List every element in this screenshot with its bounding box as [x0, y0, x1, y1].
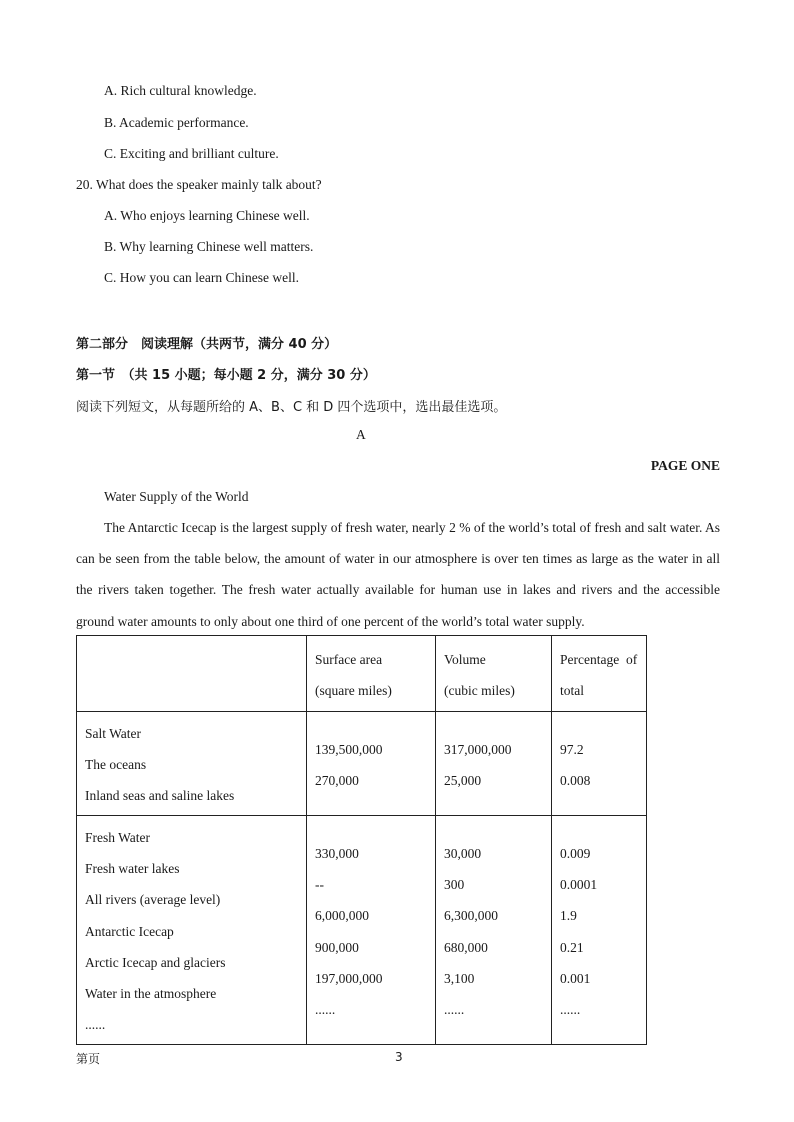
- q19-option-b: B. Academic performance.: [104, 115, 249, 130]
- q20-question: 20. What does the speaker mainly talk about?: [76, 177, 322, 192]
- salt-water-percent: 97.2 0.008: [552, 712, 647, 816]
- fresh-water-volume: 30,000 300 6,300,000 680,000 3,100 ......: [436, 816, 552, 1045]
- salt-water-surface: 139,500,000 270,000: [307, 712, 436, 816]
- fresh-water-labels: Fresh Water Fresh water lakes All rivers (average level) Antarctic Icecap Arctic Icecap and glaciers Water in the atmosphere ......: [77, 816, 307, 1045]
- fresh-water-surface: 330,000 -- 6,000,000 900,000 197,000,000 ......: [307, 816, 436, 1045]
- passage-heading: Water Supply of the World: [104, 489, 249, 504]
- salt-water-volume: 317,000,000 25,000: [436, 712, 552, 816]
- q20-option-b: B. Why learning Chinese well matters.: [104, 239, 314, 254]
- footer-page-number: 3: [395, 1050, 403, 1064]
- subsection-title: 第一节 （共 15 小题；每小题 2 分，满分 30 分）: [76, 368, 376, 383]
- q19-option-a: A. Rich cultural knowledge.: [104, 83, 257, 98]
- q20-option-a: A. Who enjoys learning Chinese well.: [104, 208, 310, 223]
- passage-body: The Antarctic Icecap is the largest supply of fresh water, nearly 2 % of the world’s total of fresh and salt water. As can be seen from the table below, the amount of water in our atmosphere is over ten times as large as the water in all the rivers taken together. The fresh water actually available for human use in lakes and rivers and the accessible ground water amounts to only about one third of one percent of the world’s total water supply.: [76, 520, 720, 629]
- section-instruction: 阅读下列短文，从每题所给的 A、B、C 和 D 四个选项中，选出最佳选项。: [76, 400, 507, 415]
- header-percentage: Percentage of total: [552, 636, 647, 712]
- q20-option-c: C. How you can learn Chinese well.: [104, 270, 299, 285]
- page-label: PAGE ONE: [650, 458, 720, 473]
- header-empty-cell: [77, 636, 307, 712]
- salt-water-labels: Salt Water The oceans Inland seas and saline lakes: [77, 712, 307, 816]
- water-supply-table: [76, 635, 647, 1045]
- part-title: 第二部分 阅读理解（共两节，满分 40 分）: [76, 337, 338, 352]
- table-row-salt-water: [77, 712, 647, 816]
- table-row-fresh-water: [77, 816, 647, 1045]
- q19-option-c: C. Exciting and brilliant culture.: [104, 146, 279, 161]
- table-header-row: [77, 636, 647, 712]
- header-volume: Volume (cubic miles): [436, 636, 552, 712]
- footer-page-label: 第页: [76, 1052, 101, 1066]
- header-surface-area: Surface area (square miles): [307, 636, 436, 712]
- passage-letter: A: [356, 427, 366, 442]
- fresh-water-percent: 0.009 0.0001 1.9 0.21 0.001 ......: [552, 816, 647, 1045]
